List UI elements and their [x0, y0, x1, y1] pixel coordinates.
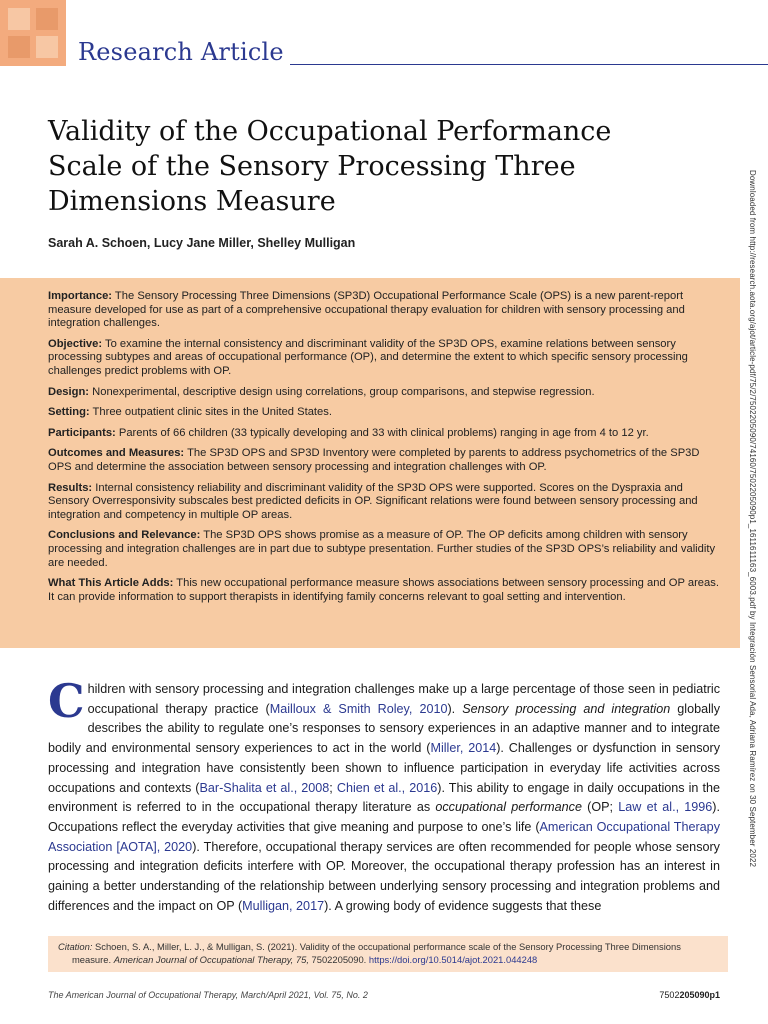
abstract-label: Importance: [48, 290, 113, 302]
body-run: ). This ability to engage in daily occupations in the environment is referred to in the occupational therapy literature as [48, 780, 720, 815]
corner-logo-squares [0, 0, 66, 66]
abstract-text: Parents of 66 children (33 typically developing and 33 with clinical problems) ranging in age from 4 to 12 yr. [115, 426, 649, 439]
section-label: Research Article [78, 38, 284, 66]
footer-page-number [659, 990, 720, 1000]
body-run: globally describes the ability to regulate one’s responses to sensory experiences in an adaptive manner and to integrate bodily and environmental sensory experiences to act in the world ( [48, 701, 720, 756]
reference-link[interactable]: Miller, 2014 [430, 741, 497, 756]
body-run: ; [329, 780, 337, 795]
abstract-setting [48, 406, 720, 420]
abstract-participants [48, 427, 720, 441]
body-run: ). [447, 701, 463, 716]
doi-link[interactable]: https://doi.org/10.5014/ajot.2021.044248 [368, 954, 538, 965]
body-run: ). A growing body of evidence suggests that these [324, 898, 602, 913]
citation-journal: American Journal of Occupational Therapy, 75, [113, 954, 309, 965]
abstract-conclusions [48, 529, 720, 570]
abstract-text: To examine the internal consistency and discriminant validity of the SP3D OPS, examine relations between sensory processing subtypes and areas of occupational performance (OP), and determine the extent to which specific sensory processing challenges predict problems with OP. [48, 337, 688, 377]
abstract-label: Results: [48, 481, 93, 494]
body-run: ). Therefore, occupational therapy services are often recommended for people whose sensory processing and integration deficits interfere with OP. Moreover, the occupational therapy profession has an interest in gaining a better understanding of the relationship between underlying sensory processing and integration problems and differences and the impact on OP ( [48, 839, 720, 913]
abstract-label: Objective: [48, 337, 103, 350]
corner-square [8, 36, 30, 58]
body-italic: occupational performance [435, 800, 582, 815]
abstract-outcomes [48, 447, 720, 474]
abstract-box [0, 278, 740, 648]
citation-text: Schoen, S. A., Miller, L. J., & Mulligan, S. (2021). Validity of the occupational performance scale of the Sensory Processing Three Dimensions [92, 941, 681, 952]
abstract-label: Participants: [48, 426, 116, 439]
citation-label: Citation: [58, 941, 93, 952]
citation-box [48, 936, 728, 972]
abstract-what-this-adds [48, 577, 720, 604]
abstract-results [48, 482, 720, 523]
abstract-text: The Sensory Processing Three Dimensions (SP3D) Occupational Performance Scale (OPS) is a new parent-report measure developed for use as part of a comprehensive occupational therapy evaluation for children with sensory processing and integration challenges. [48, 290, 685, 330]
abstract-design [48, 386, 720, 400]
body-run: (OP; [581, 800, 619, 815]
reference-link[interactable]: Bar-Shalita et al., 2008 [199, 780, 330, 795]
abstract-label: Outcomes and Measures: [48, 447, 185, 460]
download-notice: Downloaded from http://research.aota.org/ajot/article-pdf/75/2/7502205090/74160/7502205090p1_1611611163_6003.pdf by Integración Sensorial Ada, Adriana Ramírez on 30 September 2022 [748, 170, 757, 868]
reference-link[interactable]: American Occupational Therapy Association [AOTA], 2020 [48, 819, 720, 854]
body-run: ). Challenges or dysfunction in sensory processing and integration have consistently been shown to influence participation in everyday life activities across occupations and contexts ( [48, 741, 720, 795]
reference-link[interactable]: Law et al., 1996 [618, 800, 713, 815]
citation-number: 7502205090. [308, 954, 369, 965]
body-run: hildren with sensory processing and integration challenges make up a large percentage of those seen in pediatric occupational therapy practice ( [87, 682, 720, 716]
abstract-text: Internal consistency reliability and discriminant validity of the SP3D OPS were supported. Scores on the Dyspraxia and Sensory Overresponsivity subscales best predicted deficits in OP. Significant relations were found between sensory processing and integration and competency in multiple OP areas. [48, 481, 698, 521]
abstract-objective [48, 338, 720, 379]
footer-journal-issue: The American Journal of Occupational Therapy, March/April 2021, Vol. 75, No. 2 [48, 990, 368, 1000]
abstract-label: Conclusions and Relevance: [48, 529, 201, 542]
abstract-text: Three outpatient clinic sites in the United States. [89, 406, 332, 419]
abstract-label: What This Article Adds: [48, 577, 174, 590]
page-suffix: 205090p1 [679, 990, 720, 1000]
corner-square [36, 36, 58, 58]
abstract-text: The SP3D OPS and SP3D Inventory were completed by parents to address psychometrics of the SP3D OPS and determine the association between sensory processing and integration challenges with OP. [48, 447, 700, 473]
corner-square [8, 8, 30, 30]
body-text [48, 674, 720, 916]
section-rule [290, 64, 768, 65]
drop-cap: C [48, 674, 85, 728]
citation-line-2 [58, 953, 718, 966]
abstract-text: The SP3D OPS shows promise as a measure of OP. The OP deficits among children with sensory processing and integration challenges are in part due to subtype presentation. Further studies of the SP3D OPS’s reliability and validity are needed. [48, 529, 716, 569]
page-prefix: 7502 [659, 990, 680, 1000]
corner-square [36, 8, 58, 30]
article-title: Validity of the Occupational Performance Scale of the Sensory Processing Three Dimensions Measure [48, 116, 612, 217]
abstract-label: Setting: [48, 406, 90, 419]
body-italic: Sensory processing and integration [462, 701, 671, 716]
citation-line-1 [58, 940, 718, 953]
author-list: Sarah A. Schoen, Lucy Jane Miller, Shelley Mulligan [48, 236, 356, 250]
abstract-text: Nonexperimental, descriptive design using correlations, group comparisons, and stepwise regression. [89, 385, 595, 398]
citation-text: measure. [72, 954, 114, 965]
abstract-importance [48, 290, 720, 331]
abstract-text: This new occupational performance measure shows associations between sensory processing and OP areas. It can provide information to support therapists in identifying family concerns relevant to goal setting and intervention. [48, 577, 719, 603]
body-run: ). Occupations reflect the everyday activities that give meaning and purpose to one’s life ( [48, 800, 720, 834]
reference-link[interactable]: Mulligan, 2017 [242, 898, 325, 913]
reference-link[interactable]: Chien et al., 2016 [336, 780, 438, 795]
abstract-label: Design: [48, 385, 90, 398]
reference-link[interactable]: Mailloux & Smith Roley, 2010 [269, 701, 448, 716]
